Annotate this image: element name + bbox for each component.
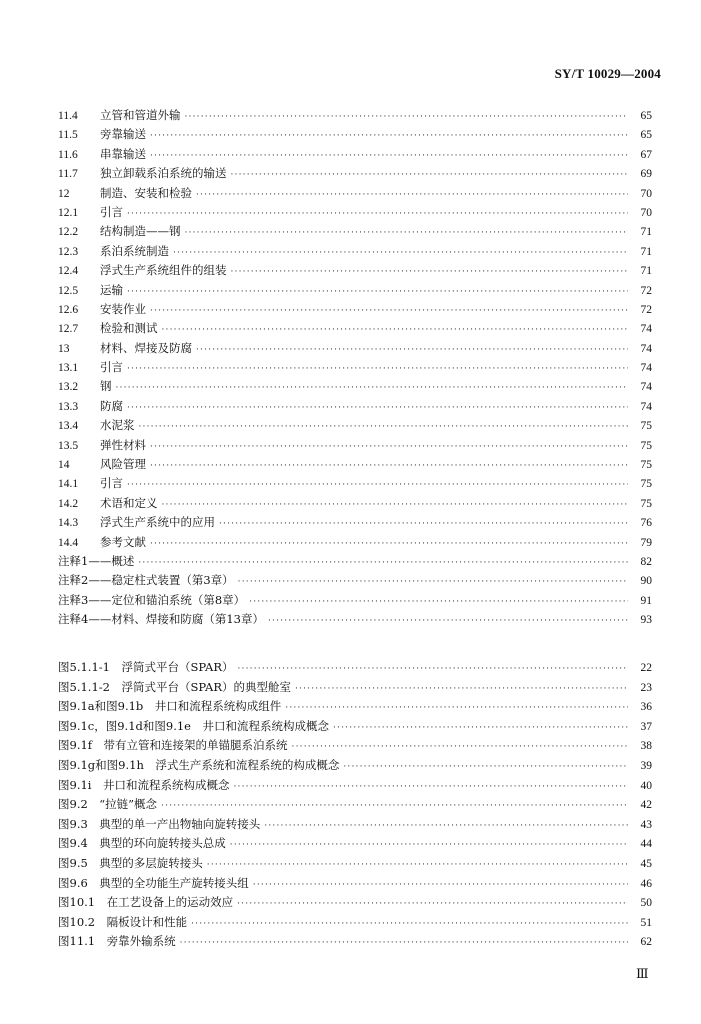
toc-entry-page: 75	[640, 459, 652, 472]
toc-entry	[58, 776, 652, 796]
toc-entry-title: 安装作业	[100, 301, 146, 316]
toc-entry-page: 75	[640, 478, 652, 491]
dot-leader	[185, 108, 629, 127]
toc-entry-number: 11.6	[58, 148, 78, 161]
dot-leader	[191, 915, 628, 935]
toc-entry-page: 62	[640, 936, 652, 949]
dot-leader	[264, 817, 628, 837]
toc-entry	[58, 339, 652, 358]
toc-entry-page: 36	[640, 701, 652, 714]
toc-entry-number: 13.2	[58, 381, 79, 394]
toc-entry-page: 65	[640, 129, 652, 142]
toc-entry-number: 12.7	[58, 323, 79, 336]
toc-entry	[58, 377, 652, 396]
toc-entry-title: 运输	[100, 282, 123, 297]
dot-leader	[150, 127, 628, 146]
dot-leader	[207, 856, 628, 876]
toc-entry-page: 75	[640, 439, 652, 452]
toc-entry-number: 11.4	[58, 110, 78, 122]
toc-entry-title: 图10.1 在工艺设备上的运动效应	[58, 895, 234, 910]
toc-entry-title: 图9.1a和图9.1b 井口和流程系统构成组件	[58, 699, 282, 714]
toc-entry-title: 图9.1c，图9.1d和图9.1e 井口和流程系统构成概念	[58, 718, 329, 733]
toc-entry-page: 93	[640, 614, 652, 627]
dot-leader	[127, 360, 628, 379]
toc-entry-title: 制造、安装和检验	[100, 185, 192, 200]
dot-leader	[237, 895, 628, 915]
toc-entry	[58, 222, 652, 241]
toc-entry-page: 39	[640, 759, 652, 772]
dot-leader	[162, 496, 629, 515]
toc-entry-title: 系泊系统制造	[100, 243, 169, 258]
toc-entry-title: 结构制造——钢	[100, 224, 181, 239]
toc-entry-page: 69	[640, 168, 652, 181]
dot-leader	[249, 593, 628, 612]
toc-entry-number: 13.3	[58, 400, 79, 413]
dot-leader	[343, 758, 628, 778]
toc-entry-page: 79	[640, 536, 652, 549]
toc-entry-page: 74	[640, 323, 652, 336]
dot-leader	[333, 719, 628, 739]
dot-leader	[150, 302, 628, 321]
toc-entry-page: 90	[640, 575, 652, 588]
toc-entry-number: 14	[58, 459, 70, 472]
toc-entry-title: 引言	[100, 360, 123, 375]
toc-entry-page: 70	[640, 187, 652, 200]
toc-entry	[58, 658, 652, 678]
toc-entry-title: 浮式生产系统中的应用	[100, 515, 215, 530]
dot-leader	[150, 438, 628, 457]
toc-entry-title: 串靠输送	[100, 146, 146, 161]
toc-entry-page: 40	[640, 779, 652, 792]
toc-entry-page: 72	[640, 303, 652, 316]
toc-entry-page: 76	[640, 517, 652, 530]
toc-entry-number: 12.6	[58, 303, 79, 316]
toc-entry-page: 38	[640, 740, 652, 753]
dot-leader	[180, 934, 628, 954]
toc-entry-title: 图9.1i 井口和流程系统构成概念	[58, 777, 230, 792]
toc-entry-title: 图10.2 隔板设计和性能	[58, 914, 188, 929]
toc-entry-number: 14.2	[58, 497, 79, 510]
toc-entry-title: 图5.1.1-2 浮筒式平台（SPAR）的典型舱室	[58, 679, 291, 694]
toc-entry-number: 13	[58, 342, 70, 355]
toc-entry-page: 46	[640, 877, 652, 890]
toc-entry-title: 钢	[100, 379, 112, 394]
toc-entry-title: 材料、焊接及防腐	[100, 340, 192, 355]
toc-entry-title: 图9.3 典型的单一产出物轴向旋转接头	[58, 816, 261, 831]
toc-entry-title: 图11.1 旁靠外输系统	[58, 934, 176, 949]
toc-entry	[58, 610, 652, 629]
toc-entry-page: 70	[640, 206, 652, 219]
dot-leader	[185, 224, 629, 243]
toc-entry	[58, 533, 652, 552]
toc-entry-number: 12.2	[58, 226, 79, 239]
page-number: Ⅲ	[636, 966, 649, 981]
dot-leader	[127, 476, 628, 495]
toc-entry	[58, 756, 652, 776]
toc-entry	[58, 242, 652, 261]
toc-entry-page: 74	[640, 381, 652, 394]
toc-entry-number: 11.5	[58, 129, 78, 142]
toc-entry-title: 图9.1g和图9.1h 浮式生产系统和流程系统的构成概念	[58, 757, 340, 772]
dot-leader	[285, 699, 628, 719]
document-code: SY/T 10029—2004	[554, 66, 661, 81]
dot-leader	[162, 321, 629, 340]
toc-entry	[58, 300, 652, 319]
toc-entry-number: 11.7	[58, 168, 78, 181]
dot-leader	[127, 399, 628, 418]
toc-entry-page: 71	[640, 226, 652, 239]
toc-entry	[58, 795, 652, 815]
toc-entry-number: 14.3	[58, 517, 79, 530]
toc-entry-page: 45	[640, 857, 652, 870]
toc-entry	[58, 494, 652, 513]
dot-leader	[127, 205, 628, 224]
toc-entry	[58, 261, 652, 280]
toc-entry-number: 13.5	[58, 439, 79, 452]
toc-entry-page: 44	[640, 838, 652, 851]
toc-entry-title: 注释3——定位和锚泊系统（第8章）	[58, 592, 246, 607]
toc-entry-title: 引言	[100, 204, 123, 219]
toc-entry	[58, 397, 652, 416]
toc-entry	[58, 416, 652, 435]
toc-entry-title: 弹性材料	[100, 437, 146, 452]
toc-entry-title: 检验和测试	[100, 321, 158, 336]
dot-leader	[116, 379, 629, 398]
toc-sections-list	[58, 106, 652, 630]
toc-entry	[58, 854, 652, 874]
dot-leader	[231, 263, 629, 282]
toc-entry-number: 14.1	[58, 478, 79, 491]
toc-entry	[58, 281, 652, 300]
toc-entry-title: 图9.6 典型的全功能生产旋转接头组	[58, 875, 249, 890]
dot-leader	[238, 573, 628, 592]
toc-entry-title: 图9.4 典型的环向旋转接头总成	[58, 836, 226, 851]
toc-entry	[58, 106, 652, 125]
toc-entry-page: 50	[640, 897, 652, 910]
toc-entry-title: 独立卸载系泊系统的输送	[100, 166, 227, 181]
toc-entry	[58, 184, 652, 203]
toc-entry-number: 14.4	[58, 536, 79, 549]
toc-entry-title: 引言	[100, 476, 123, 491]
toc-entry	[58, 913, 652, 933]
toc-entry-number: 12.3	[58, 245, 79, 258]
toc-entry-page: 37	[640, 720, 652, 733]
toc-entry-title: 旁靠输送	[100, 127, 146, 142]
toc-entry	[58, 815, 652, 835]
dot-leader	[219, 515, 628, 534]
toc-entry-page: 65	[640, 110, 652, 122]
toc-entry-page: 42	[640, 799, 652, 812]
toc-entry-number: 12	[58, 187, 70, 200]
dot-leader	[173, 244, 628, 263]
dot-leader	[238, 660, 629, 680]
toc-entry	[58, 591, 652, 610]
dot-leader	[196, 186, 628, 205]
toc-entry	[58, 203, 652, 222]
toc-entry-title: 参考文献	[100, 534, 146, 549]
toc-entry	[58, 125, 652, 144]
toc-entry-page: 71	[640, 265, 652, 278]
toc-entry-title: 风险管理	[100, 457, 146, 472]
toc-entry	[58, 736, 652, 756]
toc-entry-page: 82	[640, 555, 652, 568]
dot-leader	[268, 612, 628, 631]
toc-entry	[58, 145, 652, 164]
toc-entry-title: 注释2——稳定柱式装置（第3章）	[58, 573, 234, 588]
toc-entry-title: 图9.5 典型的多层旋转接头	[58, 855, 203, 870]
toc-entry-title: 水泥浆	[100, 418, 135, 433]
toc-entry-page: 22	[640, 662, 652, 674]
toc-entry-title: 立管和管道外输	[100, 108, 181, 122]
toc-entry-number: 12.4	[58, 265, 79, 278]
toc-entry	[58, 932, 652, 952]
toc-entry	[58, 164, 652, 183]
toc-entry-title: 防腐	[100, 398, 123, 413]
toc-entry-number: 13.4	[58, 420, 79, 433]
toc-entry	[58, 358, 652, 377]
dot-leader	[295, 680, 628, 700]
toc-entry	[58, 552, 652, 571]
toc-entry	[58, 513, 652, 532]
toc-entry-title: 图5.1.1-1 浮筒式平台（SPAR）	[58, 660, 234, 674]
toc-entry-number: 12.1	[58, 206, 79, 219]
dot-leader	[196, 341, 628, 360]
toc-entry	[58, 571, 652, 590]
toc-entry-page: 74	[640, 362, 652, 375]
toc-entry-page: 75	[640, 497, 652, 510]
toc-entry-page: 67	[640, 148, 652, 161]
toc-entry-page: 43	[640, 818, 652, 831]
toc-entry-page: 75	[640, 420, 652, 433]
toc-entry-page: 91	[640, 594, 652, 607]
toc-entry-title: 注释1——概述	[58, 553, 135, 568]
toc-entry-page: 51	[640, 916, 652, 929]
toc-entry-title: 图9.1f 带有立管和连接架的单锚腿系泊系统	[58, 738, 288, 753]
dot-leader	[231, 166, 629, 185]
toc-entry	[58, 455, 652, 474]
toc-entry-page: 74	[640, 342, 652, 355]
dot-leader	[150, 535, 628, 554]
dot-leader	[139, 418, 629, 437]
toc-entry	[58, 697, 652, 717]
toc-entry	[58, 874, 652, 894]
toc-entry	[58, 717, 652, 737]
toc-entry-title: 图9.2 “拉链”概念	[58, 797, 158, 812]
dot-leader	[230, 836, 628, 856]
toc-entry	[58, 893, 652, 913]
toc-entry	[58, 319, 652, 338]
toc-entry-page: 71	[640, 245, 652, 258]
toc-entry-page: 23	[640, 681, 652, 694]
toc-entry-number: 13.1	[58, 362, 79, 375]
toc-entry	[58, 436, 652, 455]
toc-entry-page: 72	[640, 284, 652, 297]
dot-leader	[127, 283, 628, 302]
toc-entry	[58, 678, 652, 698]
dot-leader	[150, 457, 628, 476]
toc-entry	[58, 834, 652, 854]
toc-entry	[58, 474, 652, 493]
toc-figures-list	[58, 658, 652, 952]
toc-entry-title: 浮式生产系统组件的组装	[100, 263, 227, 278]
toc-entry-number: 12.5	[58, 284, 79, 297]
dot-leader	[233, 778, 628, 798]
toc-entry-title: 术语和定义	[100, 495, 158, 510]
dot-leader	[253, 876, 628, 896]
toc-entry-title: 注释4——材料、焊接和防腐（第13章）	[58, 612, 264, 627]
toc-entry-page: 74	[640, 400, 652, 413]
